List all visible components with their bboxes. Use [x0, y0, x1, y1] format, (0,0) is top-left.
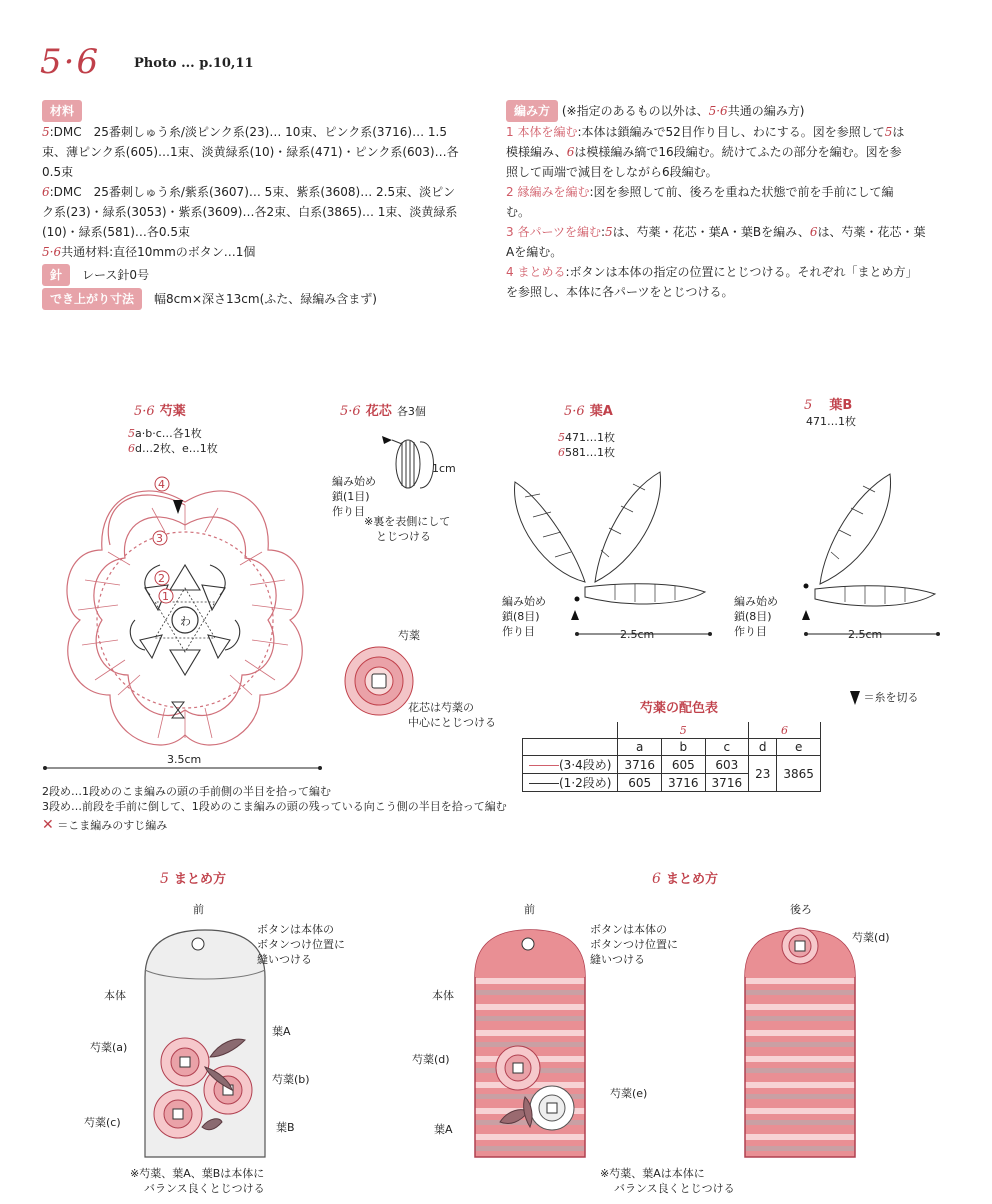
- materials-line: 束、薄ピンク系(605)…1束、淡黄緑系(10)・緑系(471)・ピンク系(603)…各: [42, 145, 459, 159]
- core-attach-line: 花芯は芍薬の: [408, 701, 474, 714]
- ring-label: わ: [180, 615, 191, 628]
- mark-5: 5: [618, 722, 749, 739]
- method-note: (※指定のあるもの以外は、: [561, 104, 709, 118]
- method-section: 編み方 (※指定のあるもの以外は、5·6共通の編み方) 1 本体を編む:本体は鎖編みで52目作り目し、わにする。図を参照して5は 模様編み、6は模様編み縞で16段編む。続けてふたの部分を編む。図を参 照して両端で減目をしながら6段編む。 2 縁編みを編む:図を参照して前、後ろを重ねた状態で前を手前にして編 む。 3 各パーツを編む:5は、芍薬・花芯・葉A・葉Bを編み、6は、芍薬・花芯・葉 Aを編む。 4 まとめる:ボタンは本体の指定の位置にとじつける。それぞれ「まとめ方」 を参照し、本体に各パーツをとじつける。: [506, 100, 956, 302]
- leafB-start-line: 編み始め: [734, 595, 778, 608]
- cell-value: 3865: [777, 756, 821, 792]
- mark-6: 6: [128, 442, 135, 455]
- step-text: :本体は鎖編みで52目作り目し、わにする。図を参照して: [577, 125, 885, 139]
- cut-legend-text: ＝糸を切る: [863, 691, 919, 704]
- assembly-note-line: バランス良くとじつける: [614, 1182, 735, 1195]
- core-attach-line: 中心にとじつける: [408, 716, 496, 729]
- symbol-legend: ＝こま編みのすじ編み: [57, 819, 168, 832]
- core-note-line: とじつける: [376, 530, 431, 543]
- step-text: は、芍薬・花芯・葉A・葉Bを編み、: [612, 225, 810, 239]
- button-note-line: ボタンは本体の: [590, 923, 667, 936]
- assembly5-illustration: [140, 922, 270, 1162]
- mark-6: 6: [652, 871, 661, 887]
- assembly5-body-label: 本体: [104, 989, 126, 1002]
- cell-value: 23: [749, 756, 777, 792]
- assembly-note-line: バランス良くとじつける: [144, 1182, 265, 1195]
- note-round-2: 2段め…1段めのこま編みの頭の手前側の半目を拾って編む: [42, 785, 331, 798]
- note-round-3: 3段め…前段を手前に倒して、1段めのこま編みの頭の残っている向こう側の半目を拾って編む: [42, 800, 507, 813]
- assembly6-front-illustration: [470, 922, 590, 1162]
- leafA-start-label: [502, 594, 546, 639]
- cut-thread-icon: [850, 691, 860, 705]
- assembly-note-line: ※芍薬、葉Aは本体に: [600, 1167, 705, 1180]
- assembly6-button-note: [590, 922, 678, 967]
- step-text: は模様編み縞で16段編む。続けてふたの部分を編む。図を参: [574, 145, 902, 159]
- assembly5-peony-a-label: 芍薬(a): [90, 1041, 128, 1054]
- mark-5: 5: [884, 125, 893, 139]
- mark-5: 5: [128, 427, 135, 440]
- core-title: [340, 400, 426, 419]
- button-note-line: ボタンつけ位置に: [257, 938, 345, 951]
- button-note-line: ボタンは本体の: [257, 923, 334, 936]
- assembly6-title: [652, 868, 718, 887]
- col-header-c: c: [705, 739, 749, 756]
- mark-5: 5: [804, 398, 813, 413]
- assembly5-title-text: まとめ方: [174, 872, 227, 887]
- assembly6-back-peony-d-label: 芍薬(d): [852, 931, 890, 944]
- peony-count: [128, 426, 218, 456]
- cut-thread-icon: [173, 500, 183, 514]
- leafB-title-text: 葉B: [829, 398, 853, 413]
- materials-line: ク系(23)・緑系(3053)・紫系(3609)…各2束、白系(3865)… 1束、淡黄緑系: [42, 205, 458, 219]
- assembly5-title: [160, 868, 226, 887]
- core-start-line: 編み始め: [332, 475, 376, 488]
- materials-section: [42, 100, 492, 310]
- leafA-width: 2.5cm: [620, 628, 655, 641]
- color-table: [522, 722, 821, 792]
- leafA-title: [564, 400, 613, 419]
- mark-5-6: 5·6: [340, 404, 361, 419]
- leafB-start-label: [734, 594, 778, 639]
- leafB-chart-diagram: [770, 464, 970, 644]
- leafB-width: 2.5cm: [848, 628, 883, 641]
- round-4-label: 4: [158, 478, 165, 491]
- mark-5-6: 5·6: [708, 104, 728, 118]
- table-row: [523, 756, 821, 774]
- leafB-start-line: 作り目: [734, 625, 767, 638]
- mark-5-6: 5·6: [42, 245, 62, 259]
- cell-value: 3716: [662, 774, 706, 792]
- assembly5-front-label: 前: [193, 903, 204, 916]
- col-header-a: a: [618, 739, 662, 756]
- step-text: 照して両端で減目をしながら6段編む。: [506, 165, 718, 179]
- step-text: :図を参照して前、後ろを重ねた状態で前を手前にして編: [589, 185, 894, 199]
- round-1-label: 1: [162, 590, 169, 603]
- assembly6-back-label: 後ろ: [790, 903, 812, 916]
- materials-line: 0.5束: [42, 165, 74, 179]
- core-start-line: 作り目: [332, 505, 365, 518]
- step-text: 模様編み、: [506, 145, 567, 159]
- mark-5: 5: [160, 871, 169, 887]
- step-4-heading: 4 まとめる: [506, 265, 566, 279]
- needle-text: レース針0号: [82, 268, 150, 282]
- core-count: 各3個: [396, 405, 426, 418]
- step-text: :ボタンは本体の指定の位置にとじつける。それぞれ「まとめ方」: [565, 265, 918, 279]
- mark-5-6: 5·6: [134, 404, 155, 419]
- cell-value: 605: [618, 774, 662, 792]
- assembly6-front-label: 前: [524, 903, 535, 916]
- step-1-heading: 1 本体を編む: [506, 125, 578, 139]
- core-start-label: [332, 474, 376, 519]
- materials-line: :DMC 25番刺しゅう糸/淡ピンク系(23)… 10束、ピンク系(3716)… 1.5: [49, 125, 448, 139]
- leafA-count: [558, 430, 615, 460]
- peony-chart-diagram: [40, 470, 330, 780]
- size-tag: でき上がり寸法: [42, 288, 142, 310]
- step-3-heading: 3 各パーツを編む: [506, 225, 601, 239]
- peony-title: [134, 400, 186, 419]
- cell-value: 605: [662, 756, 706, 774]
- mark-5-6: 5·6: [564, 404, 585, 419]
- materials-line: (10)・緑系(581)…各0.5束: [42, 225, 190, 239]
- peony-notes: [42, 784, 562, 833]
- assembly6-body-label: 本体: [432, 989, 454, 1002]
- assembly5-leafB-label: 葉B: [276, 1121, 295, 1134]
- step-text: む。: [506, 205, 531, 219]
- step-text: は: [892, 125, 905, 139]
- cell-value: 3716: [618, 756, 662, 774]
- single-crochet-back-loop-icon: ✕: [42, 817, 54, 833]
- photo-reference: Photo ... p.10,11: [134, 56, 254, 71]
- assembly6-peony-e-label: 芍薬(e): [610, 1087, 648, 1100]
- assembly6-leafA-label: 葉A: [434, 1123, 453, 1136]
- assembly6-title-text: まとめ方: [666, 872, 719, 887]
- assembly5-leafA-label: 葉A: [272, 1025, 291, 1038]
- mark-6: 6: [558, 446, 565, 459]
- step-2-heading: 2 縁編みを編む: [506, 185, 590, 199]
- leafA-count-line: 471…1枚: [565, 431, 615, 444]
- core-diagram: [378, 430, 458, 500]
- col-header-e: e: [777, 739, 821, 756]
- mark-5: 5: [558, 431, 565, 444]
- leafB-title: [804, 394, 852, 413]
- core-title-text: 花芯: [365, 404, 392, 419]
- button-note-line: ボタンつけ位置に: [590, 938, 678, 951]
- step-text: を参照し、本体に各パーツをとじつける。: [506, 285, 734, 299]
- pattern-number: 5·6: [40, 42, 101, 82]
- method-tag: 編み方: [506, 100, 558, 122]
- round-2-label: 2: [158, 572, 165, 585]
- peony-with-core-illustration: [342, 644, 416, 718]
- assembly6-note: [600, 1166, 735, 1196]
- assembly5-button-note: [257, 922, 345, 967]
- row-label: (3·4段め): [559, 758, 612, 772]
- leafA-title-text: 葉A: [589, 404, 613, 419]
- method-note: 共通の編み方): [727, 104, 805, 118]
- swatch-line-pink: [529, 765, 559, 766]
- peony-title-text: 芍薬: [159, 404, 186, 419]
- mark-5: 5: [42, 125, 50, 139]
- round-3-label: 3: [156, 532, 163, 545]
- cell-value: 603: [705, 756, 749, 774]
- assembly5-peony-c-label: 芍薬(c): [84, 1116, 121, 1129]
- leafA-start-line: 鎖(8目): [502, 610, 540, 623]
- mark-6: 6: [749, 722, 821, 739]
- leafA-count-line: 581…1枚: [565, 446, 615, 459]
- size-text: 幅8cm×深さ13cm(ふた、緑編み含まず): [154, 292, 377, 306]
- materials-tag: 材料: [42, 100, 82, 122]
- swatch-line-black: [529, 783, 559, 784]
- leafA-start-line: 編み始め: [502, 595, 546, 608]
- color-table-title: 芍薬の配色表: [640, 701, 719, 716]
- needle-tag: 針: [42, 264, 70, 286]
- cut-legend: [850, 690, 919, 705]
- leafB-count: 471…1枚: [806, 415, 856, 428]
- peony-count-line: a·b·c…各1枚: [135, 427, 202, 440]
- mark-6: 6: [42, 185, 50, 199]
- core-start-line: 鎖(1目): [332, 490, 370, 503]
- peony-width: 3.5cm: [167, 753, 202, 766]
- row-label: (1·2段め): [559, 776, 612, 790]
- leafA-start-line: 作り目: [502, 625, 535, 638]
- cell-value: 3716: [705, 774, 749, 792]
- core-note-line: ※裏を表側にして: [364, 515, 451, 528]
- materials-line: 共通材料:直径10mmのボタン…1個: [61, 245, 256, 259]
- col-header-d: d: [749, 739, 777, 756]
- assembly-note-line: ※芍薬、葉A、葉Bは本体に: [130, 1167, 265, 1180]
- assembly5-note: [130, 1166, 265, 1196]
- mark-6: 6: [566, 145, 575, 159]
- step-text: Aを編む。: [506, 245, 563, 259]
- mark-6: 6: [809, 225, 818, 239]
- core-note: [364, 514, 450, 544]
- leafB-start-line: 鎖(8目): [734, 610, 772, 623]
- core-peony-label: 芍薬: [398, 629, 420, 642]
- core-attach-note: [408, 700, 496, 730]
- mark-5: 5: [605, 225, 613, 239]
- assembly5-peony-b-label: 芍薬(b): [272, 1073, 310, 1086]
- button-note-line: 縫いつける: [257, 953, 312, 966]
- core-height: 1cm: [432, 462, 456, 475]
- button-note-line: 縫いつける: [590, 953, 645, 966]
- assembly6-peony-d-label: 芍薬(d): [412, 1053, 450, 1066]
- materials-line: :DMC 25番刺しゅう糸/紫系(3607)… 5束、紫系(3608)… 2.5束、淡ピン: [49, 185, 456, 199]
- step-text: は、芍薬・花芯・葉: [817, 225, 926, 239]
- assembly6-back-illustration: [740, 922, 860, 1162]
- col-header-b: b: [662, 739, 706, 756]
- peony-count-line: d…2枚、e…1枚: [135, 442, 218, 455]
